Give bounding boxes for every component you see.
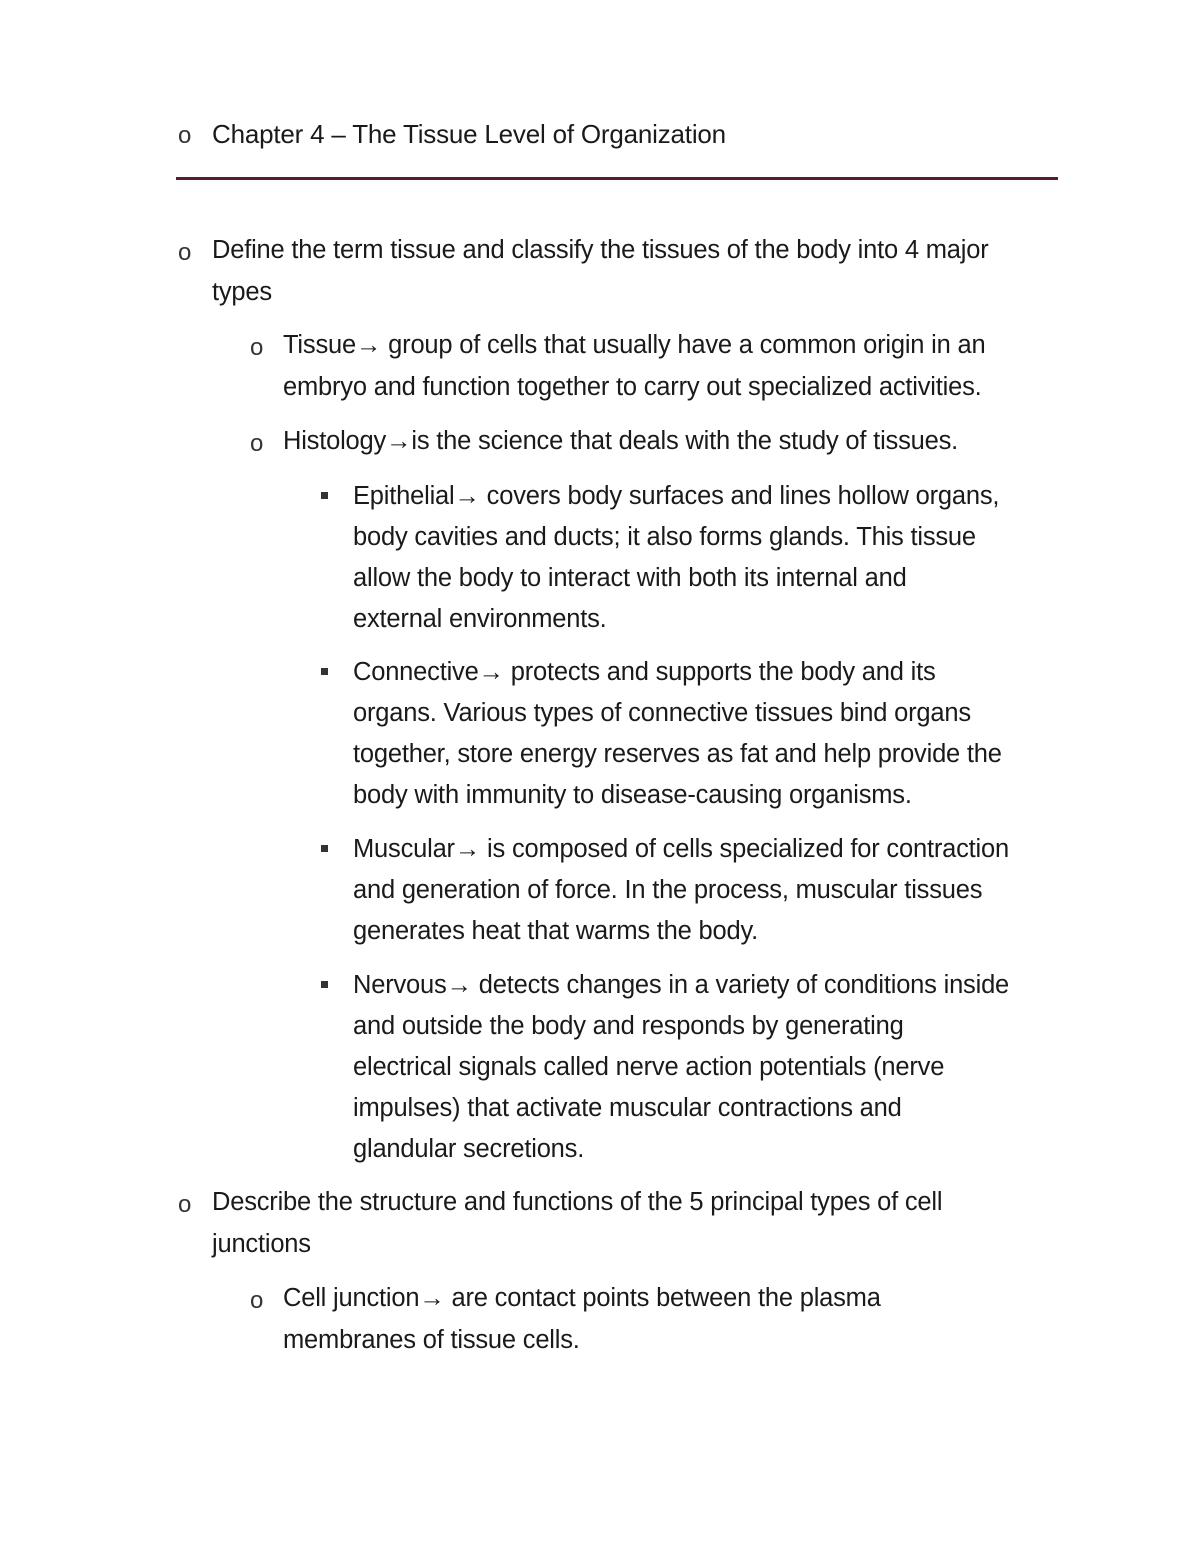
objective-1-line-2: types xyxy=(212,278,272,306)
square-bullet-icon xyxy=(321,981,328,988)
circle-bullet: o xyxy=(250,430,264,457)
nervous-line-5: glandular secretions. xyxy=(353,1135,585,1163)
cell-junction-line-2: membranes of tissue cells. xyxy=(283,1326,580,1354)
objective-1-line-1: Define the term tissue and classify the tissues of the body into 4 major xyxy=(212,236,989,264)
muscular-term: Muscular xyxy=(353,835,455,863)
circle-bullet: o xyxy=(250,1287,264,1314)
epithelial-line-2: body cavities and ducts; it also forms glands. This tissue xyxy=(353,523,976,551)
histology-definition xyxy=(283,427,958,456)
connective-line-1 xyxy=(353,658,936,687)
cell-junction-text: are contact points between the plasma xyxy=(444,1284,881,1312)
cell-junction-line-1 xyxy=(283,1284,881,1313)
objective-2-line-2: junctions xyxy=(212,1230,311,1258)
epithelial-line-1 xyxy=(353,482,999,511)
cell-junction-term: Cell junction xyxy=(283,1284,420,1312)
nervous-line-4: impulses) that activate muscular contractions and xyxy=(353,1094,902,1122)
nervous-line-1 xyxy=(353,971,1009,1000)
muscular-text: is composed of cells specialized for contraction xyxy=(480,835,1009,863)
arrow-icon: → xyxy=(454,835,481,863)
arrow-icon: → xyxy=(478,658,504,686)
title-divider xyxy=(176,177,1058,180)
nervous-term: Nervous xyxy=(353,971,447,999)
tissue-def-text: group of cells that usually have a common origin in an xyxy=(381,331,986,359)
epithelial-line-4: external environments. xyxy=(353,605,607,633)
objective-2-line-1: Describe the structure and functions of the 5 principal types of cell xyxy=(212,1188,943,1216)
epithelial-text: covers body surfaces and lines hollow organs, xyxy=(479,482,1000,510)
nervous-line-3: electrical signals called nerve action potentials (nerve xyxy=(353,1053,945,1081)
circle-bullet: o xyxy=(178,1191,192,1218)
muscular-line-2: and generation of force. In the process, muscular tissues xyxy=(353,876,983,904)
connective-line-3: together, store energy reserves as fat and help provide the xyxy=(353,740,1002,768)
circle-bullet: o xyxy=(178,239,192,266)
connective-text: protects and supports the body and its xyxy=(503,658,936,686)
nervous-line-2: and outside the body and responds by generating xyxy=(353,1012,904,1040)
circle-bullet: o xyxy=(250,334,264,361)
muscular-line-1 xyxy=(353,835,1009,864)
nervous-text: detects changes in a variety of conditions inside xyxy=(471,971,1010,999)
epithelial-term: Epithelial xyxy=(353,482,455,510)
square-bullet-icon xyxy=(321,845,328,852)
tissue-term: Tissue xyxy=(283,331,356,359)
arrow-icon: → xyxy=(446,971,472,999)
tissue-definition-line-2: embryo and function together to carry out specialized activities. xyxy=(283,373,982,401)
square-bullet-icon xyxy=(321,492,328,499)
circle-bullet: o xyxy=(178,122,192,149)
square-bullet-icon xyxy=(321,668,328,675)
histology-term: Histology xyxy=(283,427,387,455)
muscular-line-3: generates heat that warms the body. xyxy=(353,917,759,945)
connective-line-4: body with immunity to disease-causing organisms. xyxy=(353,781,912,809)
connective-line-2: organs. Various types of connective tissues bind organs xyxy=(353,699,971,727)
page-title: Chapter 4 – The Tissue Level of Organization xyxy=(212,119,726,149)
tissue-definition-line-1 xyxy=(283,331,985,360)
epithelial-line-3: allow the body to interact with both its internal and xyxy=(353,564,907,592)
arrow-icon: → xyxy=(419,1284,445,1312)
arrow-icon: → xyxy=(454,482,480,510)
histology-def-text: is the science that deals with the study of tissues. xyxy=(411,427,959,455)
arrow-icon: → xyxy=(386,427,412,455)
arrow-icon: → xyxy=(355,331,382,359)
connective-term: Connective xyxy=(353,658,479,686)
